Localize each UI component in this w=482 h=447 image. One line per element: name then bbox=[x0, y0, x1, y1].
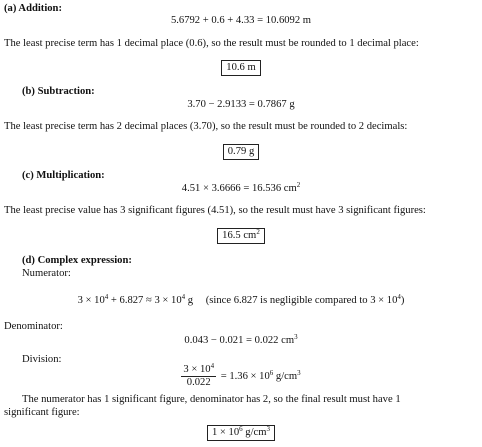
part-d-explanation-line1: The numerator has 1 significant figure, denominator has 2, so the final result must have 1 bbox=[22, 394, 401, 405]
denominator-label: Denominator: bbox=[4, 321, 63, 332]
numerator-equation: $3 \times 10^4 + 6.827 \approx 3 \times 10^4$ g (since 6.827 is negligible compared to $3 \times 10^4$) bbox=[77, 293, 405, 306]
denominator-equation: 0.043 − 0.021 = 0.022 $cm^3$ bbox=[184, 333, 298, 346]
part-c-answer-box: 16.5 $cm^2$ bbox=[217, 228, 265, 244]
part-a-answer-row bbox=[0, 60, 482, 76]
part-a-heading: (a) Addition: bbox=[4, 3, 62, 14]
part-c-explanation: The least precise value has 3 significant figures (4.51), so the result must have 3 significant figures: bbox=[4, 205, 426, 216]
division-fraction bbox=[181, 364, 216, 389]
division-equation bbox=[0, 364, 482, 389]
division-label: Division: bbox=[22, 354, 62, 365]
numerator-label: Numerator: bbox=[22, 268, 71, 279]
part-a-equation: 5.6792 + 0.6 + 4.33 = 10.6092 m bbox=[170, 15, 312, 26]
part-b-answer-box: 0.79 g bbox=[223, 144, 259, 160]
part-b-equation: 3.70 − 2.9133 = 0.7867 g bbox=[187, 99, 295, 110]
part-b-heading: (b) Subtraction: bbox=[22, 86, 95, 97]
part-d-answer-row bbox=[0, 425, 482, 441]
fraction-denominator: 0.022 bbox=[186, 377, 211, 389]
part-a-answer-box: 10.6 m bbox=[221, 60, 260, 76]
part-d-answer-box: $1 \times 10^6$ $g/cm^3$ bbox=[207, 425, 275, 441]
part-d-heading: (d) Complex expression: bbox=[22, 255, 132, 266]
division-result: = $1.36 \times 10^6$ $g/cm^3$ bbox=[220, 369, 301, 383]
part-c-equation: 4.51 × 3.6666 = 16.536 $cm^2$ bbox=[181, 181, 301, 194]
part-c-answer-row bbox=[0, 228, 482, 244]
part-d-explanation-line2: significant figure: bbox=[4, 407, 80, 418]
numerator-note: (since 6.827 is negligible compared to $3 \times 10^4$) bbox=[205, 293, 405, 306]
fraction-numerator: $3 \times 10^4$ bbox=[181, 364, 216, 377]
part-a-explanation: The least precise term has 1 decimal place (0.6), so the result must be rounded to 1 decimal place: bbox=[4, 38, 419, 49]
part-b-answer-row bbox=[0, 144, 482, 160]
part-b-explanation: The least precise term has 2 decimal places (3.70), so the result must be rounded to 2 decimals: bbox=[4, 121, 408, 132]
part-c-heading: (c) Multiplication: bbox=[22, 170, 105, 181]
